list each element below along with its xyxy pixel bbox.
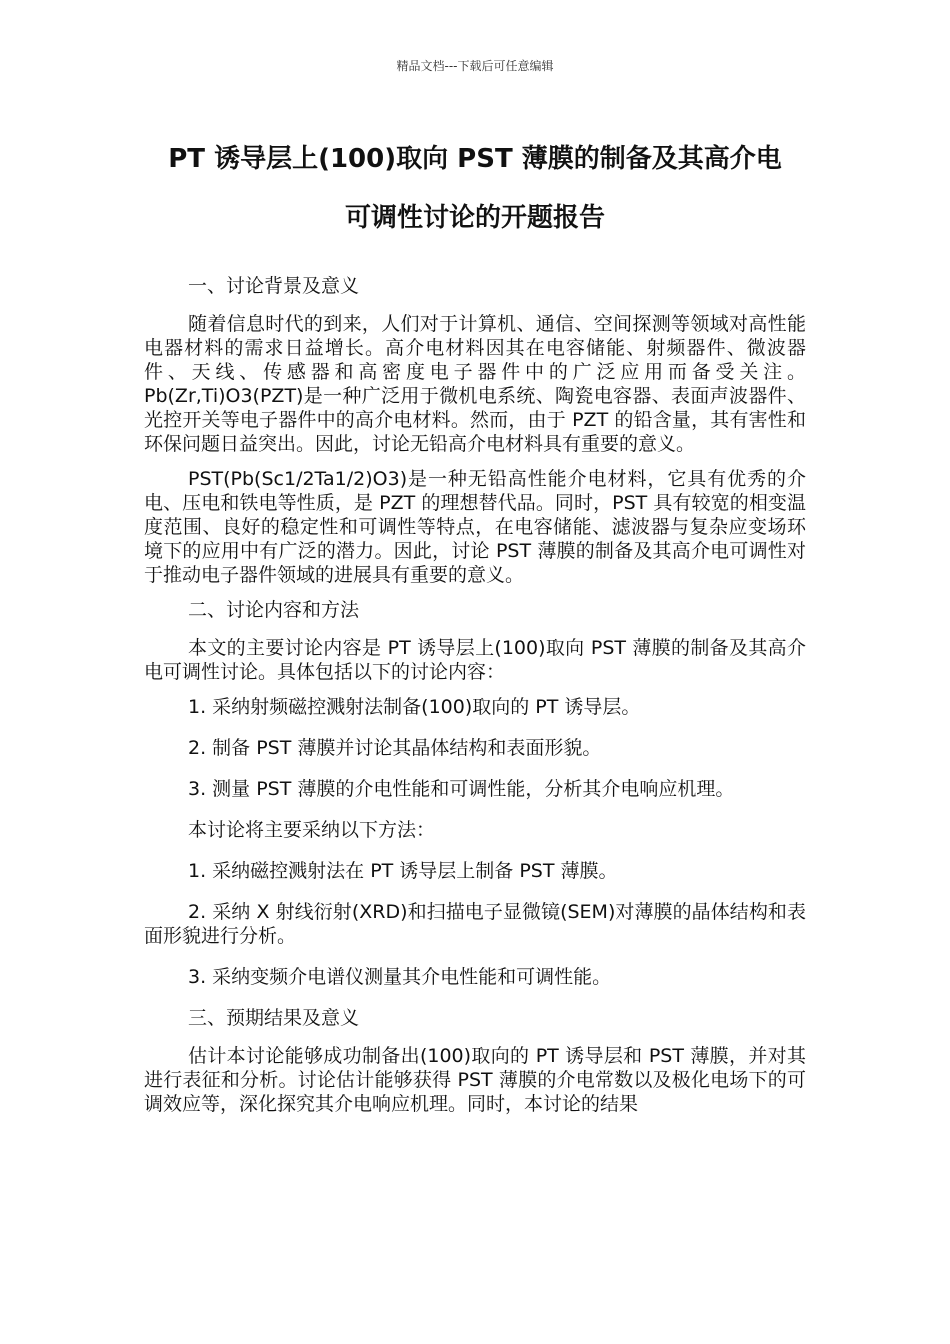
- document-title-line-2: 可调性讨论的开题报告: [344, 203, 605, 233]
- content-item-3: 3. 测量 PST 薄膜的介电性能和可调性能，分析其介电响应机理。: [188, 778, 735, 800]
- paragraph-background-2: PST(Pb(Sc1/2Ta1/2)O3)是一种无铅高性能介电材料，它具有优秀的介电、压电和铁电等性质，是 PZT 的理想替代品。同时，PST 具有较宽的相变温度范围、良好的稳定性和可调性等特点，在电容储能、滤波器与复杂应变场环境下的应用中有广泛的潜力。因此，讨论 PST 薄膜的制备及其高介电可调性对于推动电子器件领域的进展具有重要的意义。: [144, 468, 806, 586]
- method-item-3: 3. 采纳变频介电谱仪测量其介电性能和可调性能。: [188, 966, 612, 988]
- methods-intro: 本讨论将主要采纳以下方法：: [188, 819, 436, 841]
- paragraph-expected-results: 估计本讨论能够成功制备出(100)取向的 PT 诱导层和 PST 薄膜，并对其进行表征和分析。讨论估计能够获得 PST 薄膜的介电常数以及极化电场下的可调效应等，深化探究其介电响应机理。同时，本讨论的结果: [144, 1045, 806, 1115]
- document-body: [144, 274, 806, 1127]
- document-title-line-1: PT 诱导层上(100)取向 PST 薄膜的制备及其高介电: [168, 144, 782, 174]
- method-item-1: 1. 采纳磁控溅射法在 PT 诱导层上制备 PST 薄膜。: [188, 860, 618, 882]
- header-note: 精品文档---下载后可任意编辑: [396, 59, 554, 73]
- method-item-2: 2. 采纳 X 射线衍射(XRD)和扫描电子显微镜(SEM)对薄膜的晶体结构和表面形貌进行分析。: [144, 901, 806, 947]
- section-heading-background: 一、讨论背景及意义: [188, 275, 360, 297]
- content-item-2: 2. 制备 PST 薄膜并讨论其晶体结构和表面形貌。: [188, 737, 602, 759]
- section-heading-expected-results: 三、预期结果及意义: [188, 1007, 360, 1029]
- section-heading-content-methods: 二、讨论内容和方法: [188, 599, 360, 621]
- content-item-1: 1. 采纳射频磁控溅射法制备(100)取向的 PT 诱导层。: [188, 696, 641, 718]
- paragraph-background-1: 随着信息时代的到来，人们对于计算机、通信、空间探测等领域对高性能电器材料的需求日益增长。高介电材料因其在电容储能、射频器件、微波器件、天线、传感器和高密度电子器件中的广泛应用而备受关注。Pb(Zr,Ti)O3(PZT)是一种广泛用于微机电系统、陶瓷电容器、表面声波器件、光控开关等电子器件中的高介电材料。然而，由于 PZT 的铅含量，其有害性和环保问题日益突出。因此，讨论无铅高介电材料具有重要的意义。: [144, 313, 806, 455]
- paragraph-content-intro: 本文的主要讨论内容是 PT 诱导层上(100)取向 PST 薄膜的制备及其高介电可调性讨论。具体包括以下的讨论内容：: [144, 637, 806, 683]
